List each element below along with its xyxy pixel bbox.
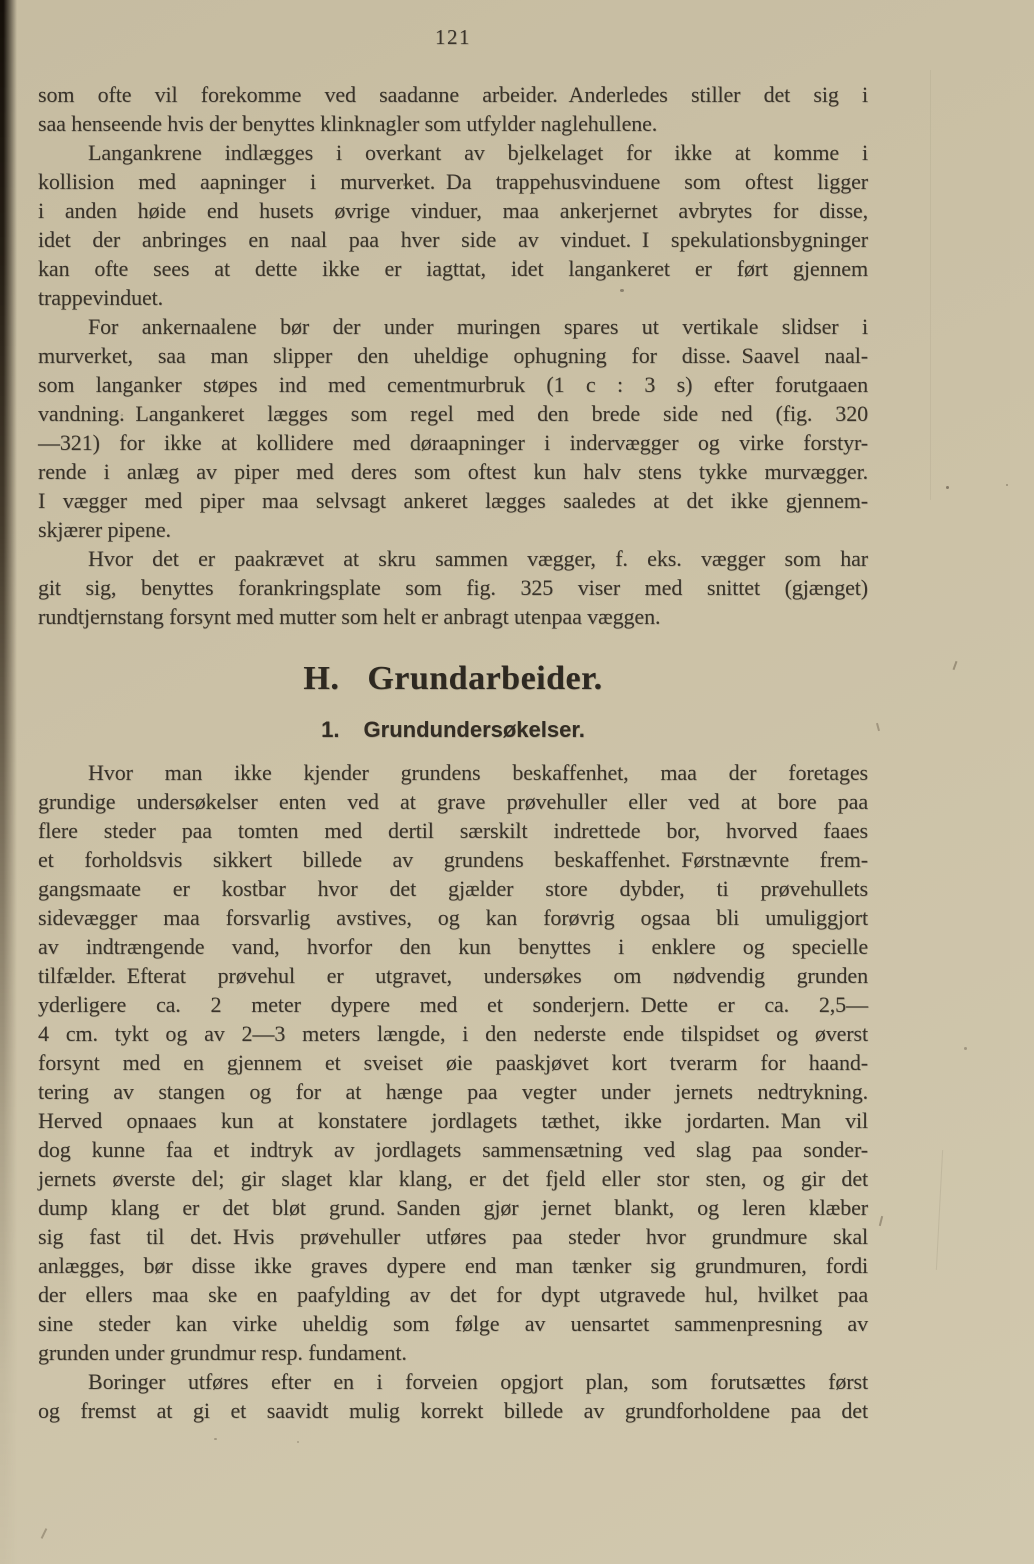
- section-heading: [38, 661, 868, 697]
- text-line: og fremst at gi et saavidt mulig korrekt billede av grundforholdene paa det: [38, 1398, 868, 1423]
- text-line: Boringer utføres efter en i forveien opgjort plan, som forutsættes først: [88, 1369, 868, 1394]
- text-line: sig fast til det. Hvis prøvehuller utføres paa steder hvor grundmure skal: [38, 1224, 868, 1249]
- text-blocks: [38, 80, 868, 1425]
- heading-title: Grundarbeider.: [367, 660, 603, 697]
- text-line: grunden under grundmur resp. fundament.: [38, 1340, 407, 1365]
- text-line: yderligere ca. 2 meter dypere med et sonderjern. Dette er ca. 2,5—: [38, 992, 868, 1017]
- heading-title: Grundundersøkelser.: [363, 717, 585, 742]
- paper-speck: [964, 1047, 967, 1050]
- paragraph: [38, 138, 868, 312]
- text-line: rundtjernstang forsynt med mutter som helt er anbragt utenpaa væggen.: [38, 604, 661, 629]
- text-line: grundige undersøkelser enten ved at grave prøvehuller eller ved at bore paa: [38, 789, 868, 814]
- text-line: som ofte vil forekomme ved saadanne arbeider. Anderledes stiller det sig i: [38, 82, 868, 107]
- text-line: som langanker støpes ind med cementmurbruk (1 c : 3 s) efter forutgaaen: [38, 372, 868, 397]
- text-line: anlægges, bør disse ikke graves dypere end man tænker sig grundmuren, fordi: [38, 1253, 868, 1278]
- paper-fiber: [876, 723, 880, 731]
- paragraph: [38, 312, 868, 544]
- paragraph: [38, 1367, 868, 1425]
- text-line: saa henseende hvis der benyttes klinknagler som utfylder naglehullene.: [38, 111, 658, 136]
- text-line: —321) for ikke at kollidere med døraapninger i indervægger og virke forstyr-: [38, 430, 868, 455]
- heading-number: 1.: [321, 717, 340, 742]
- text-line: flere steder paa tomten med dertil særskilt indrettede bor, hvorved faaes: [38, 818, 868, 843]
- paragraph: [38, 80, 868, 138]
- paper-fiber: [953, 661, 958, 670]
- gutter-shadow: [0, 0, 17, 1564]
- text-line: tering av stangen og for at hænge paa vegter under jernets nedtrykning.: [38, 1079, 868, 1104]
- text-line: git sig, benyttes forankringsplate som fig. 325 viser med snittet (gjænget): [38, 575, 868, 600]
- paragraph: [38, 544, 868, 631]
- text-line: murverket, saa man slipper den uheldige ophugning for disse. Saavel naal-: [38, 343, 868, 368]
- text-line: sine steder kan virke uheldig som følge av uensartet sammenpresning av: [38, 1311, 868, 1336]
- paper-speck: [121, 414, 123, 416]
- page-content: [38, 24, 868, 1425]
- paper-fiber: [879, 1216, 883, 1226]
- paper-scratch: [936, 1150, 943, 1270]
- text-line: av indtrængende vand, hvorfor den kun benyttes i enklere og specielle: [38, 934, 868, 959]
- page-number: 121: [435, 25, 471, 49]
- text-line: idet der anbringes en naal paa hver side av vinduet. I spekulationsbygninger: [38, 227, 868, 252]
- text-line: gangsmaate er kostbar hvor det gjælder store dybder, ti prøvehullets: [38, 876, 868, 901]
- text-line: dump klang er det bløt grund. Sanden gjør jernet blankt, og leren klæber: [38, 1195, 868, 1220]
- text-line: skjærer pipene.: [38, 517, 171, 542]
- text-line: Langankrene indlægges i overkant av bjelkelaget for ikke at komme i: [88, 140, 868, 165]
- text-line: i anden høide end husets øvrige vinduer, maa ankerjernet avbrytes for disse,: [38, 198, 868, 223]
- text-line: tilfælder. Efterat prøvehul er utgravet, undersøkes om nødvendig grunden: [38, 963, 868, 988]
- text-line: et forholdsvis sikkert billede av grundens beskaffenhet. Førstnævnte frem-: [38, 847, 868, 872]
- text-line: I vægger med piper maa selvsagt ankeret lægges saaledes at det ikke gjennem-: [38, 488, 868, 513]
- text-line: dog kunne faa et indtryk av jordlagets sammensætning ved slag paa sonder-: [38, 1137, 868, 1162]
- paper-speck: [946, 486, 949, 489]
- paper-speck: [297, 1441, 299, 1443]
- paper-fiber: [41, 1528, 48, 1539]
- text-line: Herved opnaaes kun at konstatere jordlagets tæthet, ikke jordarten. Man vil: [38, 1108, 868, 1133]
- text-line: Hvor det er paakrævet at skru sammen vægger, f. eks. vægger som har: [88, 546, 868, 571]
- text-line: vandning. Langankeret lægges som regel med den brede side ned (fig. 320: [38, 401, 868, 426]
- paper-scratch: [930, 70, 931, 500]
- heading-number: H.: [303, 660, 340, 697]
- paper-speck: [620, 289, 624, 292]
- text-line: trappevinduet.: [38, 285, 164, 310]
- text-line: For ankernaalene bør der under muringen spares ut vertikale slidser i: [88, 314, 868, 339]
- text-line: kan ofte sees at dette ikke er iagttat, idet langankeret er ført gjennem: [38, 256, 868, 281]
- paper-speck: [214, 1438, 217, 1440]
- text-line: Hvor man ikke kjender grundens beskaffenhet, maa der foretages: [88, 760, 868, 785]
- text-line: forsynt med en gjennem et sveiset øie paaskjøvet kort tverarm for haand-: [38, 1050, 868, 1075]
- text-line: 4 cm. tykt og av 2—3 meters længde, i den nederste ende tilspidset og øverst: [38, 1021, 868, 1046]
- paper-speck: [403, 183, 406, 186]
- text-line: der ellers maa ske en paafylding av det for dypt utgravede hul, hvilket paa: [38, 1282, 868, 1307]
- paragraph: [38, 758, 868, 1367]
- text-line: sidevægger maa forsvarlig avstives, og kan forøvrig ogsaa bli umuliggjort: [38, 905, 868, 930]
- text-line: kollision med aapninger i murverket. Da trappehusvinduene som oftest ligger: [38, 169, 868, 194]
- subsection-heading: [38, 718, 868, 742]
- paper-speck: [1006, 484, 1008, 486]
- text-line: rende i anlæg av piper med deres som oftest kun halv stens tykke murvægger.: [38, 459, 868, 484]
- text-line: jernets øverste del; gir slaget klar klang, er det fjeld eller stor sten, og gir det: [38, 1166, 868, 1191]
